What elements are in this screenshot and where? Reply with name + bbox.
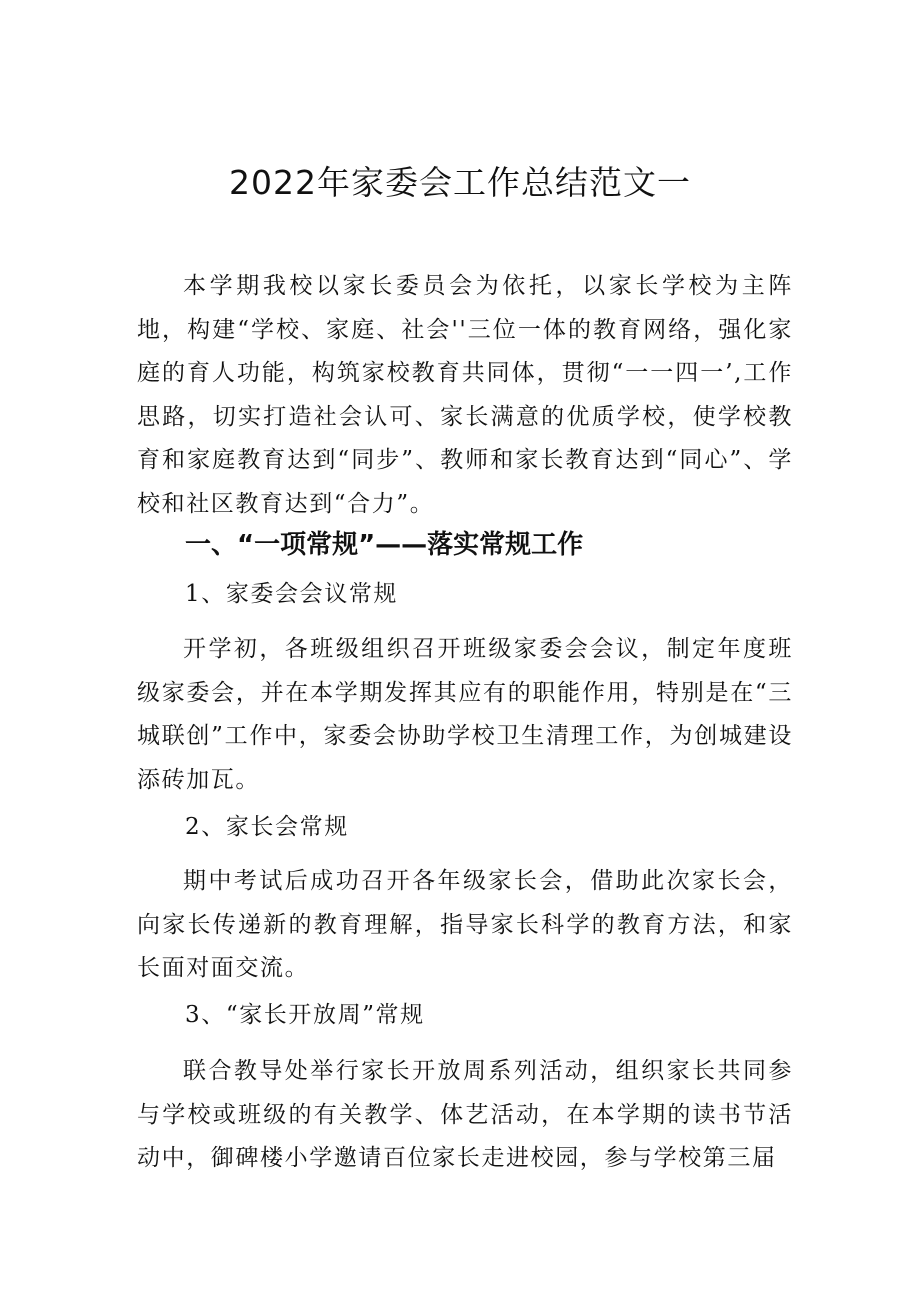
item-text-3: 联合教导处举行家长开放周系列活动，组织家长共同参与学校或班级的有关教学、体艺活动，在本学期的读书节活动中，御碑楼小学邀请百位家长走进校园，参与学校第三届 <box>137 1058 793 1171</box>
item-heading-2: 2、家长会常规 <box>185 814 349 840</box>
intro-paragraph <box>137 265 793 526</box>
item-text-1: 开学初，各班级组织召开班级家委会会议，制定年度班级家委会，并在本学期发挥其应有的职能作用，特别是在“三城联创”工作中，家委会协助学校卫生清理工作，为创城建设添砖加瓦。 <box>137 636 793 793</box>
section-heading: 一、“一项常规”——落实常规工作 <box>185 530 584 560</box>
intro-text: 本学期我校以家长委员会为依托，以家长学校为主阵地，构建“学校、家庭、社会''三位一体的教育网络，强化家庭的育人功能，构筑家校教育共同体，贯彻“一一四一’,工作思路，切实打造社会认可、家长满意的优质学校，使学校教育和家庭教育达到“同步”、教师和家长教育达到“同心”、学校和社区教育达到“合力”。 <box>137 273 793 517</box>
item-paragraph-3 <box>137 1050 793 1181</box>
item-heading-1: 1、家委会会议常规 <box>185 581 399 607</box>
item-paragraph-2 <box>137 860 793 991</box>
item-text-2: 期中考试后成功召开各年级家长会，借助此次家长会，向家长传递新的教育理解，指导家长科学的教育方法，和家长面对面交流。 <box>137 868 793 981</box>
item-heading-3: 3、“家长开放周”常规 <box>185 1002 425 1028</box>
document-title: 2022年家委会工作总结范文一 <box>229 163 691 202</box>
item-paragraph-1 <box>137 628 793 802</box>
